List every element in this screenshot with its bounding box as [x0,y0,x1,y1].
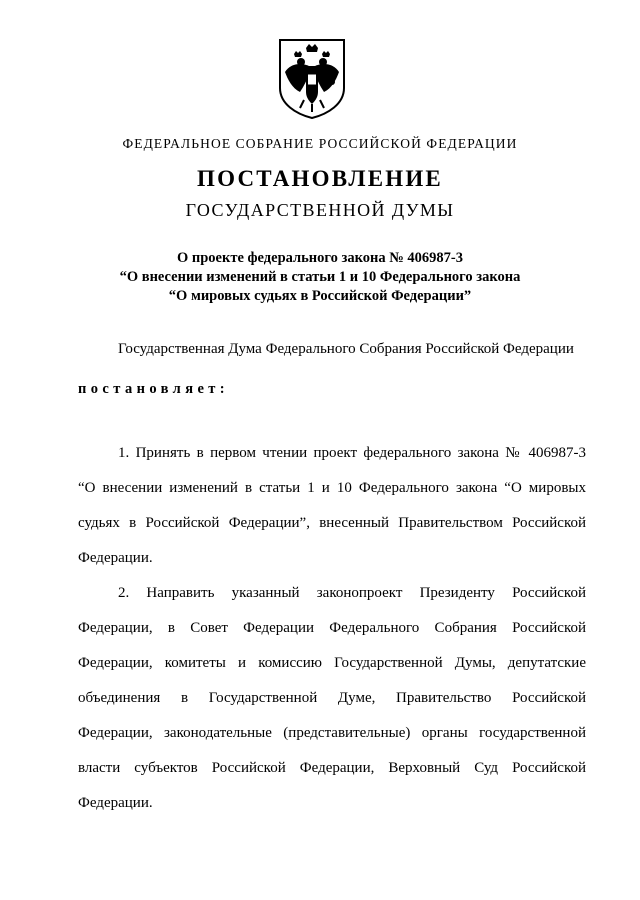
paragraph-line: власти субъектов Российской Федерации, Верховный Суд Российской [78,760,586,776]
assembly-name: ФЕДЕРАЛЬНОЕ СОБРАНИЕ РОССИЙСКОЙ ФЕДЕРАЦИИ [122,136,518,151]
subject-line: “О мировых судьях в Российской Федерации” [168,288,472,304]
subject-line: “О внесении изменений в статьи 1 и 10 Федерального закона [119,269,521,285]
paragraph-line: “О внесении изменений в статьи 1 и 10 Федерального закона “О мировых [78,480,586,496]
paragraph-line: Федерации, комитеты и комиссию Государственной Думы, депутатские [78,655,586,671]
state-emblem [276,36,348,120]
paragraph-line: 1. Принять в первом чтении проект федерального закона № 406987-3 [118,445,586,461]
document-subject [0,249,640,306]
paragraph-line: Федерации, в Совет Федерации Федерального Собрания Российской [78,620,586,636]
issuer-name: ГОСУДАРСТВЕННОЙ ДУМЫ [185,200,455,220]
resolves-word: постановляет: [78,381,230,397]
resolution-item-2 [78,576,586,821]
preamble: Государственная Дума Федерального Собрания Российской Федерации [118,341,574,357]
paragraph-line: Федерации. [78,550,153,566]
paragraph-line: судьях в Российской Федерации”, внесенный Правительством Российской [78,515,586,531]
paragraph-line: Федерации, законодательные (представительные) органы государственной [78,725,586,741]
document-type-title: ПОСТАНОВЛЕНИЕ [197,166,443,191]
resolution-item-1 [78,436,586,576]
russian-coat-of-arms-icon [276,36,348,120]
paragraph-line: объединения в Государственной Думе, Правительство Российской [78,690,586,706]
paragraph-line: Федерации. [78,795,153,811]
paragraph-line: 2. Направить указанный законопроект Президенту Российской [118,585,586,601]
subject-line: О проекте федерального закона № 406987-3 [176,250,464,266]
